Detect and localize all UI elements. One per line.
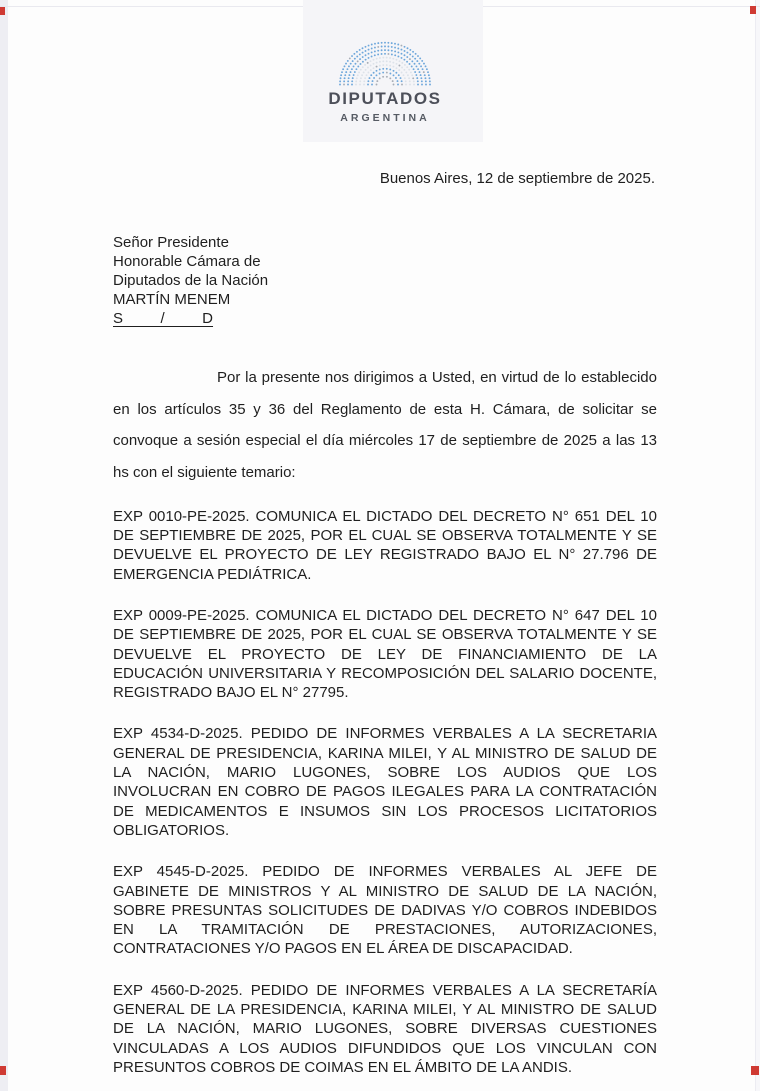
logo-title: DIPUTADOS bbox=[328, 89, 442, 108]
recipient-line: Honorable Cámara de bbox=[113, 253, 261, 270]
recipient-line: Diputados de la Nación bbox=[113, 272, 269, 289]
crop-mark-bottom-left bbox=[0, 1066, 6, 1075]
agenda-item: EXP 0009-PE-2025. COMUNICA EL DICTADO DEL DECRETO N° 647 DEL 10 DE SEPTIEMBRE DE 2025, POR EL CUAL SE OBSERVA TOTALMENTE Y SE DEVUELVE EL PROYECTO DE LEY DE FINANCIAMIENTO DE LA EDUCACIÓN UNIVERSITARIA Y RECOMPOSICIÓN DEL SALARIO DOCENTE, REGISTRADO BAJO EL N° 27795. bbox=[113, 607, 657, 702]
crop-mark-top-left bbox=[0, 7, 5, 15]
agenda-item: EXP 4545-D-2025. PEDIDO DE INFORMES VERBALES AL JEFE DE GABINETE DE MINISTROS Y AL MINISTRO DE SALUD DE LA NACIÓN, SOBRE PRESUNTAS SOLICITUDES DE DADIVAS Y/O COBROS INDEBIDOS EN LA TRAMITACIÓN DE PRESTACIONES, AUTORIZACIONES, CONTRATACIONES Y/O PAGOS EN EL ÁREA DE DISCAPACIDAD. bbox=[113, 863, 657, 958]
letter-body bbox=[113, 362, 657, 1091]
opening-paragraph: Por la presente nos dirigimos a Usted, en virtud de lo establecido en los artículos 35 y 36 del Reglamento de esta H. Cámara, de solicitar se convoque a sesión especial el día miércoles 17 de septiembre de 2025 a las 13 hs con el siguiente temario: bbox=[113, 369, 657, 482]
left-edge-strip bbox=[0, 0, 8, 1091]
agenda-item: EXP 4560-D-2025. PEDIDO DE INFORMES VERBALES A LA SECRETARÍA GENERAL DE LA PRESIDENCIA, KARINA MILEI, Y AL MINISTRO DE SALUD DE LA NACIÓN, MARIO LUGONES, SOBRE DIVERSAS CUESTIONES VINCULADAS A LOS AUDIOS DIFUNDIDOS QUE LOS VINCULAN CON PRESUNTOS COBROS DE COIMAS EN EL ÁMBITO DE LA ANDIS. bbox=[113, 981, 657, 1076]
diputados-logo bbox=[295, 38, 475, 124]
crop-mark-bottom-right bbox=[751, 1066, 759, 1075]
date-line: Buenos Aires, 12 de septiembre de 2025. bbox=[379, 170, 655, 187]
agenda-item: EXP 0010-PE-2025. COMUNICA EL DICTADO DEL DECRETO N° 651 DEL 10 DE SEPTIEMBRE DE 2025, POR EL CUAL SE OBSERVA TOTALMENTE Y SE DEVUELVE EL PROYECTO DE LEY REGISTRADO BAJO EL N° 27.796 DE EMERGENCIA PEDIÁTRICA. bbox=[113, 507, 657, 583]
recipient-line: MARTÍN MENEM bbox=[113, 291, 231, 308]
agenda-item: EXP 4534-D-2025. PEDIDO DE INFORMES VERBALES A LA SECRETARIA GENERAL DE PRESIDENCIA, KARINA MILEI, Y AL MINISTRO DE SALUD DE LA NACIÓN, MARIO LUGONES, SOBRE LOS AUDIOS QUE LOS INVOLUCRAN EN COBRO DE PAGOS ILEGALES PARA LA CONTRATACIÓN DE MEDICAMENTOS E INSUMOS SIN LOS PROCESOS LICITATORIOS OBLIGATORIOS. bbox=[113, 725, 657, 839]
crop-mark-top-right bbox=[750, 6, 756, 14]
salutation-line: S / D bbox=[113, 310, 214, 327]
logo-subtitle: ARGENTINA bbox=[340, 112, 430, 124]
recipient-line: Señor Presidente bbox=[113, 234, 229, 251]
right-edge-strip bbox=[755, 0, 760, 1091]
hemicycle-dots-icon bbox=[335, 38, 435, 86]
recipient-block bbox=[113, 233, 268, 328]
